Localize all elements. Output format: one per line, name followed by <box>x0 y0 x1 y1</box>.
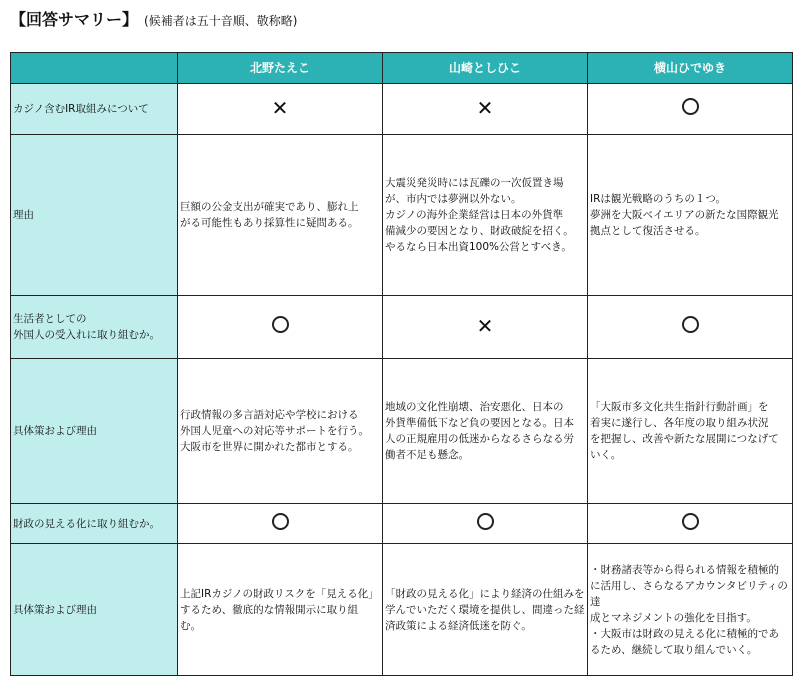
reason-line: ・財務諸表等から得られる情報を積極的 <box>590 563 779 576</box>
reason-cell <box>178 544 383 676</box>
reason-line: やるなら日本出資100%公営とすべき。 <box>385 241 572 253</box>
row-label-line: 具体策および理由 <box>13 603 97 616</box>
reason-line: るため、継続して取り組んでいく。 <box>590 643 758 656</box>
answer-cell <box>588 296 793 359</box>
summary-subtitle: (候補者は五十音順、敬称略) <box>144 14 298 28</box>
cross-icon: ✕ <box>271 96 289 120</box>
circle-icon <box>272 316 289 333</box>
reason-line: 働者不足も懸念。 <box>385 449 469 461</box>
reason-line: するため、徹底的な情報開示に取り組 <box>180 603 359 616</box>
circle-icon <box>682 513 699 530</box>
row-label-line: 外国人の受入れに取り組むか。 <box>13 329 160 341</box>
row-label-line: 具体策および理由 <box>13 425 97 437</box>
reason-line: 備減少の要因となり、財政破綻を招く。 <box>385 225 574 237</box>
reason-line: 外貨準備低下など負の要因となる。日本 <box>385 417 574 429</box>
answer-cell <box>178 296 383 359</box>
reason-line: 成とマネジメントの強化を目指す。 <box>590 611 757 624</box>
row-label-line: カジノ含むIR取組みについて <box>13 103 149 115</box>
reason-cell <box>383 544 588 676</box>
circle-icon <box>682 98 699 115</box>
circle-icon <box>272 513 289 530</box>
candidate-header: 横山ひでゆき <box>588 53 793 84</box>
reason-line: 巨額の公金支出が確実であり、膨れ上 <box>180 201 359 213</box>
reason-line: が、市内では夢洲以外ない。 <box>385 193 522 205</box>
reason-line: 行政情報の多言語対応や学校における <box>180 409 359 421</box>
circle-icon <box>682 316 699 333</box>
reason-line: 上記IRカジノの財政リスクを「見える化」 <box>180 587 379 600</box>
row-label <box>11 296 178 359</box>
table-row <box>11 359 793 504</box>
reason-cell <box>178 359 383 504</box>
row-label <box>11 544 178 676</box>
table-row <box>11 296 793 359</box>
page-title <box>10 9 297 31</box>
table-row <box>11 135 793 296</box>
reason-line: 済政策による経済低迷を防ぐ。 <box>385 619 532 632</box>
reason-line: 夢洲を大阪ベイエリアの新たな国際観光 <box>590 209 779 221</box>
reason-line: 「大阪市多文化共生指針行動計画」を <box>590 401 769 413</box>
reason-cell <box>178 135 383 296</box>
table-row <box>11 84 793 135</box>
answer-cell <box>383 84 588 135</box>
reason-cell <box>588 135 793 296</box>
reason-line: 学んでいただく環境を提供し、間違った経 <box>385 603 585 616</box>
summary-table <box>10 52 793 676</box>
reason-line: 外国人児童への対応等サポートを行う。 <box>180 425 369 437</box>
reason-line: IRは観光戦略のうちの１つ。 <box>590 193 726 205</box>
row-label-line: 生活者としての <box>13 313 87 325</box>
reason-line: がる可能性もあり採算性に疑問ある。 <box>180 217 359 229</box>
table-row <box>11 504 793 544</box>
header-row <box>11 53 793 84</box>
reason-cell <box>383 359 588 504</box>
answer-cell <box>383 296 588 359</box>
answer-cell <box>178 84 383 135</box>
cross-icon: ✕ <box>476 314 494 338</box>
table-row <box>11 544 793 676</box>
row-label <box>11 359 178 504</box>
candidate-header: 北野たえこ <box>178 53 383 84</box>
answer-cell <box>588 504 793 544</box>
row-label <box>11 135 178 296</box>
answer-cell <box>178 504 383 544</box>
answer-cell <box>383 504 588 544</box>
reason-line: 大震災発災時には瓦礫の一次仮置き場 <box>385 177 564 189</box>
cross-icon: ✕ <box>476 96 494 120</box>
reason-line: 着実に遂行し、各年度の取り組み状況 <box>590 417 769 429</box>
summary-title: 【回答サマリー】 <box>10 10 139 29</box>
reason-line: 大阪市を世界に開かれた都市とする。 <box>180 441 359 453</box>
candidate-header: 山崎としひこ <box>383 53 588 84</box>
reason-line: 人の正規雇用の低迷からなるさらなる労 <box>385 433 574 445</box>
reason-cell <box>588 359 793 504</box>
reason-cell <box>588 544 793 676</box>
reason-line: を把握し、改善や新たな展開につなげて <box>590 433 779 445</box>
row-label-line: 理由 <box>13 209 34 221</box>
row-label-line: 財政の見える化に取り組むか。 <box>13 517 160 530</box>
reason-line: ・大阪市は財政の見える化に積極的であ <box>590 627 779 640</box>
reason-line: 地域の文化性崩壊、治安悪化、日本の <box>385 401 564 413</box>
reason-cell <box>383 135 588 296</box>
reason-line: いく。 <box>590 449 622 461</box>
reason-line: に活用し、さらなるアカウンタビリティの達 <box>590 579 788 608</box>
reason-line: カジノの海外企業経営は日本の外貨準 <box>385 209 564 221</box>
row-label <box>11 84 178 135</box>
header-corner-cell <box>11 53 178 84</box>
circle-icon <box>477 513 494 530</box>
reason-line: 拠点として復活させる。 <box>590 225 706 237</box>
reason-line: む。 <box>180 619 201 632</box>
row-label <box>11 504 178 544</box>
answer-cell <box>588 84 793 135</box>
reason-line: 「財政の見える化」により経済の仕組みを <box>385 587 585 600</box>
